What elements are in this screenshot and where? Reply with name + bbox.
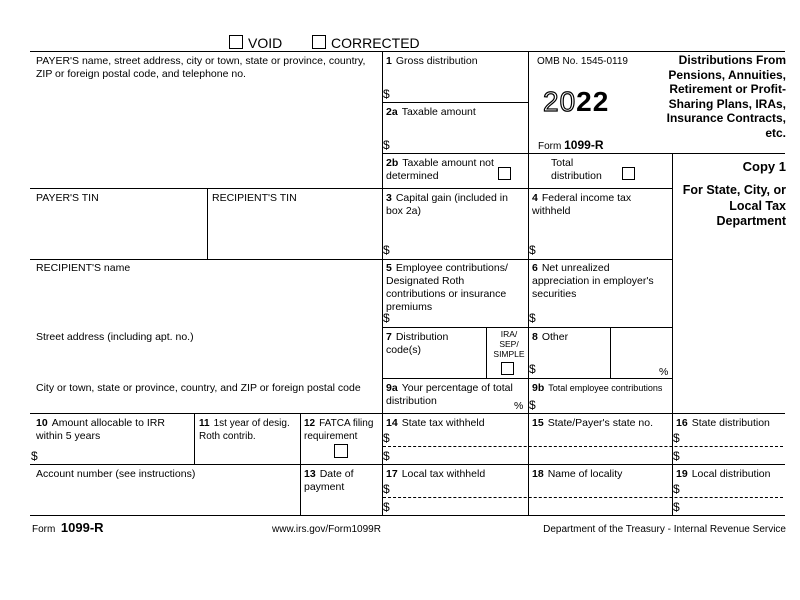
box5-label: 5 Employee contributions/ Designated Roth contributions or insurance premiums — [386, 262, 508, 313]
box3-label: 3 Capital gain (included in box 2a) — [386, 192, 508, 217]
box9a-percent: % — [514, 400, 524, 412]
tax-year: 2022 — [543, 86, 610, 117]
box16-amount-1[interactable]: $ — [673, 431, 680, 445]
omb-number: OMB No. 1545-0119 — [537, 56, 628, 67]
total-distribution-checkbox[interactable] — [622, 167, 635, 180]
copy-description: For State, City, or Local Tax Department — [682, 183, 786, 228]
account-number-label: Account number (see instructions) — [36, 468, 196, 480]
box6-amount[interactable]: $ — [529, 311, 536, 325]
box12-label: 12 FATCA filing requirement — [304, 418, 374, 442]
box2a-label: 2a Taxable amount — [386, 106, 476, 118]
box8-percent: % — [659, 366, 669, 378]
corrected-label: CORRECTED — [331, 35, 420, 51]
footer-form-label: Form 1099-R — [32, 520, 104, 535]
box2b-checkbox[interactable] — [498, 167, 511, 180]
box15-label: 15 State/Payer's state no. — [532, 417, 654, 429]
box14-label: 14 State tax withheld — [386, 417, 485, 429]
payer-name-label: PAYER'S name, street address, city or town, state or province, country, ZIP or foreign postal code, and telephone no. — [36, 55, 366, 80]
box4-amount[interactable]: $ — [529, 243, 536, 257]
box19-label: 19 Local distribution — [676, 468, 771, 480]
street-address-label: Street address (including apt. no.) — [36, 331, 194, 343]
total-distribution-label: Total distribution — [551, 157, 602, 182]
void-label: VOID — [248, 35, 283, 51]
box16-label: 16 State distribution — [676, 417, 770, 429]
recipient-name-label: RECIPIENT'S name — [36, 262, 131, 274]
footer-department: Department of the Treasury - Internal Revenue Service — [543, 524, 786, 535]
box3-amount[interactable]: $ — [383, 243, 390, 257]
box10-amount[interactable]: $ — [31, 449, 38, 463]
box2b-label: 2b Taxable amount not determined — [386, 157, 494, 182]
box19-amount-2[interactable]: $ — [673, 500, 680, 514]
box14-amount-1[interactable]: $ — [383, 431, 390, 445]
city-state-zip-label: City or town, state or province, country, and ZIP or foreign postal code — [36, 382, 361, 394]
box17-amount-1[interactable]: $ — [383, 482, 390, 496]
box6-label: 6 Net unrealized appreciation in employer's securities — [532, 262, 654, 300]
box2a-amount[interactable]: $ — [383, 138, 390, 152]
box8-label: 8 Other — [532, 331, 569, 343]
box7-label: 7 Distribution code(s) — [386, 331, 449, 356]
box18-label: 18 Name of locality — [532, 468, 623, 480]
box16-amount-2[interactable]: $ — [673, 449, 680, 463]
box4-label: 4 Federal income tax withheld — [532, 192, 632, 217]
box9a-label: 9a Your percentage of total distribution — [386, 382, 513, 407]
box10-label: 10 Amount allocable to IRR within 5 years — [36, 417, 165, 442]
copy-title: Copy 1 — [742, 159, 786, 174]
box17-label: 17 Local tax withheld — [386, 468, 486, 480]
void-checkbox[interactable] — [229, 35, 243, 49]
ira-sep-simple-label: IRA/ SEP/ SIMPLE — [493, 329, 525, 359]
box17-amount-2[interactable]: $ — [383, 500, 390, 514]
box13-label: 13 Date of payment — [304, 468, 354, 493]
box9b-label: 9b Total employee contributions — [532, 382, 663, 394]
box1-label: 1 Gross distribution — [386, 55, 478, 67]
box1-amount[interactable]: $ — [383, 87, 390, 101]
box19-amount-1[interactable]: $ — [673, 482, 680, 496]
box11-label: 11 1st year of desig. Roth contrib. — [199, 418, 290, 442]
box5-amount[interactable]: $ — [383, 311, 390, 325]
omb-form-label: Form 1099-R — [538, 138, 604, 152]
footer-url: www.irs.gov/Form1099R — [272, 524, 381, 535]
fatca-checkbox[interactable] — [334, 444, 348, 458]
form-title: Distributions From Pensions, Annuities, Retirement or Profit-Sharing Plans, IRAs, Insurance Contracts, etc. — [666, 53, 786, 140]
box14-amount-2[interactable]: $ — [383, 449, 390, 463]
box8-amount[interactable]: $ — [529, 362, 536, 376]
recipient-tin-label: RECIPIENT'S TIN — [212, 192, 297, 204]
corrected-checkbox[interactable] — [312, 35, 326, 49]
box9b-amount[interactable]: $ — [529, 398, 536, 412]
ira-sep-simple-checkbox[interactable] — [501, 362, 514, 375]
payer-tin-label: PAYER'S TIN — [36, 192, 99, 204]
